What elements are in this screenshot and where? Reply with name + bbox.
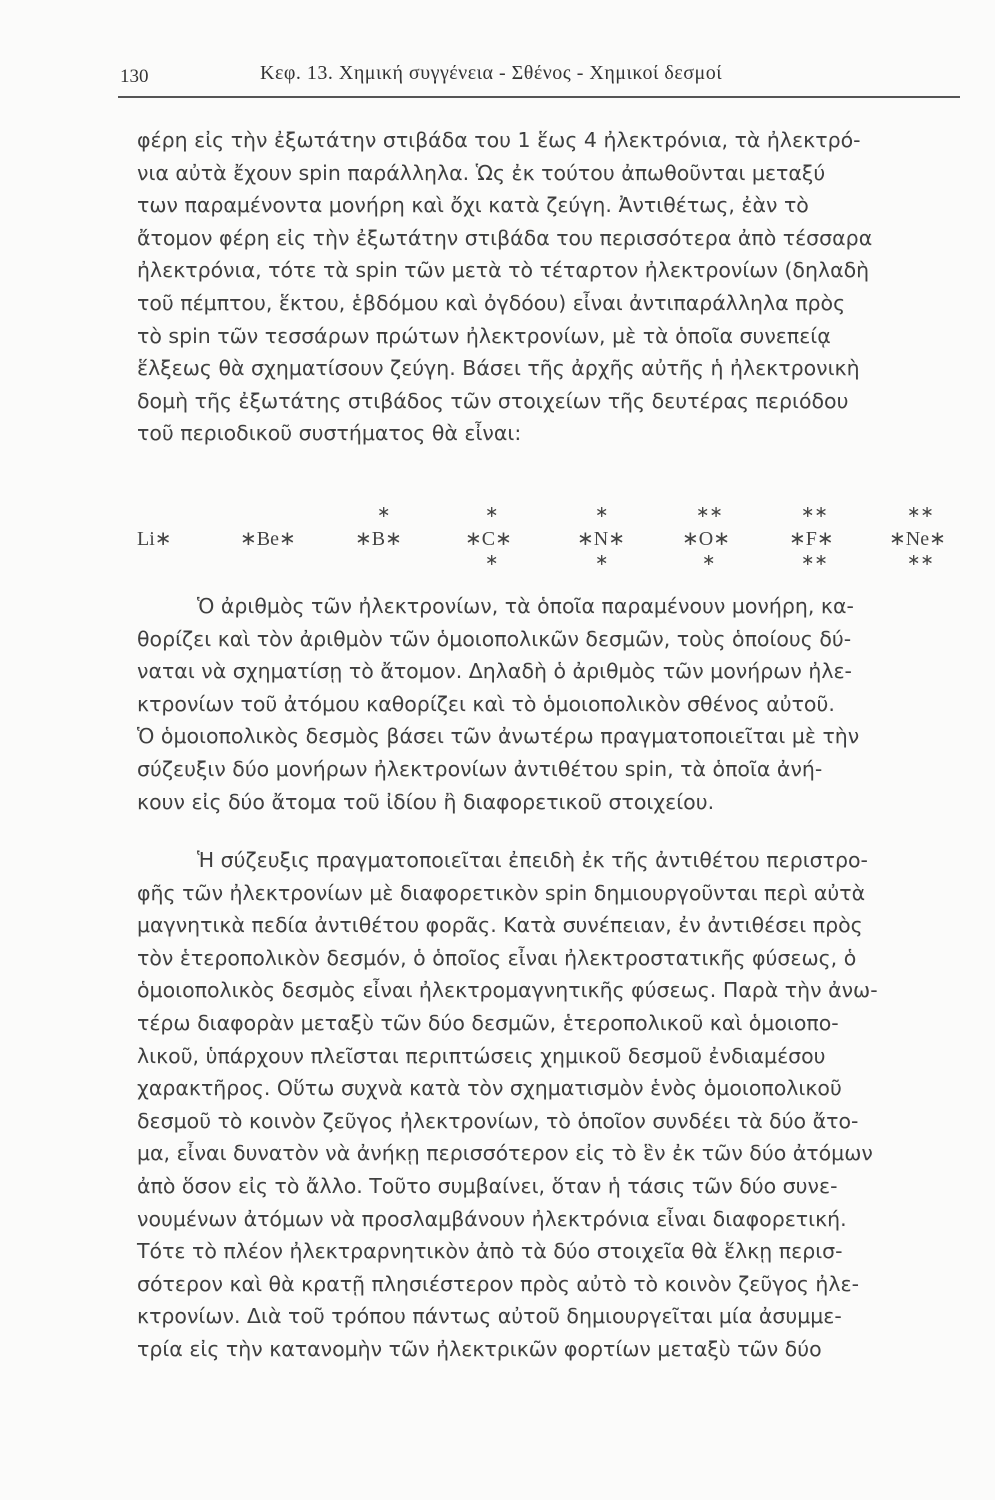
text-line: ἀπὸ ὅσον εἰς τὸ ἄλλο. Τοῦτο συμβαίνει, ὅταν ἡ τάσις τῶν δύο συνε- (137, 1173, 838, 1198)
dots-bottom: ∗ (702, 552, 716, 569)
text-line: ἄτομον φέρη εἰς τὴν ἐξωτάτην στιβάδα του περισσότερα ἀπὸ τέσσαρα (137, 225, 873, 250)
text-line: φῆς τῶν ἠλεκτρονίων μὲ διαφορετικὸν spin δημιουργοῦνται περὶ αὐτὰ (137, 880, 866, 905)
text-line: Ὁ ἀριθμὸς τῶν ἠλεκτρονίων, τὰ ὁποῖα παραμένουν μονήρη, κα- (197, 594, 854, 618)
lewis-be (240, 498, 340, 588)
text-line: δομὴ τῆς ἐξωτάτης στιβάδος τῶν στοιχείων τῆς δευτέρας περιόδου (137, 388, 849, 413)
element-symbol: ∗O∗ (682, 528, 730, 550)
lewis-f (789, 498, 889, 588)
dots-top: ∗ (485, 504, 499, 521)
text-line: τοῦ πέμπτου, ἕκτου, ἑβδόμου καὶ ὀγδόου) εἶναι ἀντιπαράλληλα πρὸς (137, 290, 846, 315)
text-line: ναται νὰ σχηματίσῃ τὸ ἄτομον. Δηλαδὴ ὁ ἀριθμὸς τῶν μονήρων ἠλε- (137, 659, 852, 684)
text-line: μα, εἶναι δυνατὸν νὰ ἀνήκῃ περισσότερον εἰς τὸ ἓν ἐκ τῶν δύο ἀτόμων (137, 1141, 873, 1166)
text-line: κουν εἰς δύο ἄτομα τοῦ ἰδίου ἢ διαφορετικοῦ στοιχείου. (137, 789, 715, 814)
text-line: νουμένων ἀτόμων νὰ προσλαμβάνουν ἠλεκτρόνια εἶναι διαφορετική. (137, 1206, 847, 1231)
text-line: μαγνητικὰ πεδία ἀντιθέτου φορᾶς. Κατὰ συνέπειαν, ἐν ἀντιθέσει πρὸς (137, 913, 863, 938)
paragraph-2 (137, 590, 962, 818)
text-line: τρία εἰς τὴν κατανομὴν τῶν ἠλεκτρικῶν φορτίων μεταξὺ τῶν δύο (137, 1336, 822, 1361)
element-symbol: ∗N∗ (577, 528, 625, 550)
text-line: τέρω διαφορὰν μεταξὺ τῶν δύο δεσμῶν, ἑτεροπολικοῦ καὶ ὁμοιοπο- (137, 1010, 839, 1035)
page-number: 130 (120, 66, 149, 87)
lewis-o (682, 498, 782, 588)
text-line: κτρονίων. Διὰ τοῦ τρόπου πάντως αὐτοῦ δημιουργεῖται μία ἀσυμμε- (137, 1304, 842, 1329)
text-line: τὸν ἑτεροπολικὸν δεσμόν, ὁ ὁποῖος εἶναι ἠλεκτροστατικῆς φύσεως, ὁ (137, 945, 857, 970)
text-line: νια αὐτὰ ἔχουν spin παράλληλα. Ὡς ἐκ τούτου ἀπωθοῦνται μεταξύ (137, 160, 826, 185)
paragraph-3 (137, 844, 962, 1366)
lewis-li (137, 498, 237, 588)
header-rule (118, 96, 960, 98)
running-head: Κεφ. 13. Χημική συγγένεια - Σθένος - Χημικοί δεσμοί (260, 62, 723, 84)
text-line: κτρονίων τοῦ ἀτόμου καθορίζει καὶ τὸ ὁμοιοπολικὸν σθένος αὐτοῦ. (137, 691, 835, 716)
text-line: των παραμένοντα μονήρη καὶ ὄχι κατὰ ζεύγη. Ἀντιθέτως, ἐὰν τὸ (137, 193, 809, 218)
element-symbol: ∗B∗ (355, 528, 402, 550)
dots-top: ∗∗ (696, 504, 723, 521)
text-line: τοῦ περιοδικοῦ συστήματος θὰ εἶναι: (137, 421, 522, 446)
text-line: σότερον καὶ θὰ κρατῇ πλησιέστερον πρὸς αὐτὸ τὸ κοινὸν ζεῦγος ἠλε- (137, 1271, 860, 1296)
element-symbol: ∗F∗ (789, 528, 834, 550)
dots-bottom: ∗∗ (801, 552, 828, 569)
text-line: ἕλξεως θὰ σχηματίσουν ζεύγη. Βάσει τῆς ἀρχῆς αὐτῆς ἡ ἠλεκτρονικὴ (137, 356, 860, 381)
lewis-c (465, 498, 565, 588)
text-line: Ὁ ὁμοιοπολικὸς δεσμὸς βάσει τῶν ἀνωτέρω πραγματοποιεῖται μὲ τὴν (137, 724, 860, 749)
text-line: ὁμοιοπολικὸς δεσμὸς εἶναι ἠλεκτρομαγνητικῆς φύσεως. Παρὰ τὴν ἀνω- (137, 978, 878, 1003)
element-symbol: Li∗ (137, 528, 172, 550)
dots-top: ∗∗ (801, 504, 828, 521)
lewis-ne (889, 498, 989, 588)
lewis-formulas (137, 498, 967, 588)
text-line: σύζευξιν δύο μονήρων ἠλεκτρονίων ἀντιθέτου spin, τὰ ὁποῖα ἀνή- (137, 756, 823, 781)
text-line: χαρακτῆρος. Οὕτω συχνὰ κατὰ τὸν σχηματισμὸν ἑνὸς ὁμοιοπολικοῦ (137, 1076, 842, 1101)
dots-top: ∗∗ (907, 504, 934, 521)
dots-top: ∗ (377, 504, 391, 521)
text-line: θορίζει καὶ τὸν ἀριθμὸν τῶν ὁμοιοπολικῶν δεσμῶν, τοὺς ὁποίους δύ- (137, 626, 852, 651)
text-line: τὸ spin τῶν τεσσάρων πρώτων ἠλεκτρονίων, μὲ τὰ ὁποῖα συνεπείᾳ (137, 323, 831, 348)
text-line: Ἡ σύζευξις πραγματοποιεῖται ἐπειδὴ ἐκ τῆς ἀντιθέτου περιστρο- (197, 848, 868, 872)
element-symbol: ∗Be∗ (240, 528, 296, 550)
text-line: Τότε τὸ πλέον ἠλεκτραρνητικὸν ἀπὸ τὰ δύο στοιχεῖα θὰ ἕλκῃ περισ- (137, 1239, 843, 1264)
text-line: λικοῦ, ὑπάρχουν πλεῖσται περιπτώσεις χημικοῦ δεσμοῦ ἐνδιαμέσου (137, 1043, 826, 1068)
dots-bottom: ∗ (595, 552, 609, 569)
text-line: ἠλεκτρόνια, τότε τὰ spin τῶν μετὰ τὸ τέταρτον ἠλεκτρονίων (δηλαδὴ (137, 258, 870, 283)
paragraph-1 (137, 124, 962, 450)
lewis-b (355, 498, 455, 588)
dots-bottom: ∗ (485, 552, 499, 569)
text-line: δεσμοῦ τὸ κοινὸν ζεῦγος ἠλεκτρονίων, τὸ ὁποῖον συνδέει τὰ δύο ἄτο- (137, 1108, 859, 1133)
element-symbol: ∗C∗ (465, 528, 512, 550)
element-symbol: ∗Ne∗ (889, 528, 946, 550)
page-header (120, 58, 960, 94)
lewis-n (577, 498, 677, 588)
dots-bottom: ∗∗ (907, 552, 934, 569)
text-line: φέρη εἰς τὴν ἐξωτάτην στιβάδα του 1 ἕως 4 ἠλεκτρόνια, τὰ ἠλεκτρό- (137, 128, 861, 152)
dots-top: ∗ (595, 504, 609, 521)
